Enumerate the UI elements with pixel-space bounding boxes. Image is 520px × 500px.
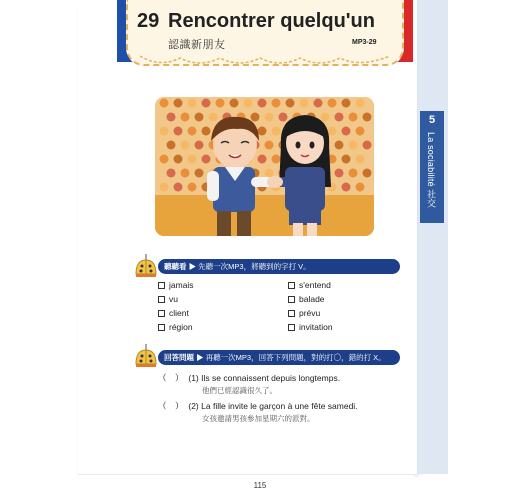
- answer-section-bar: [158, 350, 400, 365]
- polka-dot: [279, 113, 288, 122]
- question-number: (1): [188, 373, 199, 383]
- check-item-label: invitation: [299, 322, 333, 332]
- polka-dot: [272, 127, 281, 136]
- ladybug-icon: [132, 342, 160, 370]
- polka-dot: [195, 141, 204, 150]
- polka-dot: [188, 155, 197, 164]
- check-item-label: balade: [299, 294, 325, 304]
- answer-blank[interactable]: （ ）: [158, 373, 184, 383]
- check-item-label: prévu: [299, 308, 321, 318]
- polka-dot: [258, 127, 267, 136]
- polka-dot: [272, 155, 281, 164]
- check-item-client[interactable]: [158, 308, 189, 318]
- polka-dot: [160, 183, 169, 192]
- check-item-label: jamais: [169, 280, 194, 290]
- check-item-region[interactable]: [158, 322, 193, 332]
- polka-dot: [258, 99, 267, 108]
- polka-dot: [356, 155, 365, 164]
- polka-dot: [174, 127, 183, 136]
- listen-section-instruction: ▶ 先聽一次MP3，將聽到的字打 V。: [188, 262, 311, 271]
- polka-dot: [160, 155, 169, 164]
- chapter-number: 5: [428, 114, 436, 126]
- polka-dot: [160, 99, 169, 108]
- lesson-subtitle: 認識新朋友: [168, 39, 226, 51]
- checkbox[interactable]: [288, 310, 295, 317]
- polka-dot: [265, 169, 274, 178]
- page-number: 115: [253, 481, 267, 490]
- polka-dot: [349, 169, 358, 178]
- illustration-art: [155, 97, 374, 236]
- polka-dot: [188, 127, 197, 136]
- polka-dot: [265, 141, 274, 150]
- chapter-label: La sociabilité 社交: [426, 132, 436, 208]
- checkbox[interactable]: [288, 282, 295, 289]
- polka-dot: [167, 169, 176, 178]
- question-text: Ils se connaissent depuis longtemps.: [201, 373, 341, 383]
- polka-dot: [356, 127, 365, 136]
- polka-dot: [349, 113, 358, 122]
- polka-dot: [363, 169, 372, 178]
- polka-dot: [167, 113, 176, 122]
- polka-dot: [174, 155, 183, 164]
- polka-dot: [363, 141, 372, 150]
- question-1-translation: 他們已經認識很久了。: [202, 386, 277, 395]
- polka-dot: [356, 99, 365, 108]
- polka-dot: [195, 169, 204, 178]
- polka-dot: [188, 183, 197, 192]
- polka-dot: [202, 99, 211, 108]
- polka-dot: [209, 113, 218, 122]
- polka-dot: [328, 99, 337, 108]
- polka-dot: [342, 183, 351, 192]
- check-item-prevu[interactable]: [288, 308, 320, 318]
- answer-blank[interactable]: （ ）: [158, 401, 184, 411]
- polka-dot: [335, 113, 344, 122]
- polka-dot: [202, 155, 211, 164]
- polka-dot: [174, 99, 183, 108]
- check-item-label: client: [169, 308, 189, 318]
- polka-dot: [181, 141, 190, 150]
- question-text: La fille invite le garçon à une fête samedi.: [201, 401, 358, 411]
- polka-dot: [181, 113, 190, 122]
- polka-dot: [300, 99, 309, 108]
- polka-dot: [160, 127, 169, 136]
- polka-dot: [342, 127, 351, 136]
- listen-section-title: 聽聽看: [164, 262, 187, 271]
- polka-dot: [342, 155, 351, 164]
- checkbox[interactable]: [288, 324, 295, 331]
- polka-dot: [265, 113, 274, 122]
- polka-dot: [363, 113, 372, 122]
- title-card-wave: [140, 54, 390, 70]
- checkbox[interactable]: [288, 296, 295, 303]
- checkbox[interactable]: [158, 282, 165, 289]
- check-item-jamais[interactable]: [158, 280, 194, 290]
- polka-dot: [258, 155, 267, 164]
- ladybug-icon: [132, 252, 160, 280]
- lesson-title: Rencontrer quelqu'un: [168, 10, 375, 32]
- check-item-balade[interactable]: [288, 294, 325, 304]
- polka-dot: [167, 141, 176, 150]
- check-item-invitation[interactable]: [288, 322, 333, 332]
- question-2: [158, 400, 358, 412]
- lesson-number: 29: [137, 10, 160, 32]
- polka-dot: [244, 99, 253, 108]
- polka-dot: [188, 99, 197, 108]
- polka-dot: [335, 141, 344, 150]
- question-1: [158, 372, 340, 384]
- polka-dot: [216, 99, 225, 108]
- polka-dot: [314, 99, 323, 108]
- polka-dot: [181, 169, 190, 178]
- check-item-label: s'entend: [299, 280, 331, 290]
- checkbox[interactable]: [158, 324, 165, 331]
- check-item-vu[interactable]: [158, 294, 178, 304]
- answer-section-instruction: ▶ 再聽一次MP3，回答下列問題，對的打〇，錯的打 X。: [196, 353, 386, 362]
- polka-dot: [349, 141, 358, 150]
- polka-dot: [174, 183, 183, 192]
- polka-dot: [335, 169, 344, 178]
- polka-dot: [321, 113, 330, 122]
- polka-dot: [251, 113, 260, 122]
- polka-dot: [356, 183, 365, 192]
- listen-section-bar: [158, 259, 400, 274]
- question-2-translation: 女孩邀請男孩參加星期六的派對。: [202, 414, 315, 423]
- polka-dot: [230, 99, 239, 108]
- mp3-track-code[interactable]: MP3-29: [352, 39, 377, 46]
- checkbox[interactable]: [158, 296, 165, 303]
- check-item-label: région: [169, 322, 193, 332]
- question-number: (2): [188, 401, 199, 411]
- two-people-meeting-illustration: [155, 97, 374, 236]
- answer-section-title: 回答問題: [164, 353, 194, 362]
- check-item-label: vu: [169, 294, 178, 304]
- check-item-sentend[interactable]: [288, 280, 331, 290]
- polka-dot: [202, 127, 211, 136]
- polka-dot: [195, 113, 204, 122]
- polka-dot: [286, 99, 295, 108]
- polka-dot: [342, 99, 351, 108]
- checkbox[interactable]: [158, 310, 165, 317]
- side-tab-strip: [418, 0, 448, 474]
- polka-dot: [328, 127, 337, 136]
- polka-dot: [272, 99, 281, 108]
